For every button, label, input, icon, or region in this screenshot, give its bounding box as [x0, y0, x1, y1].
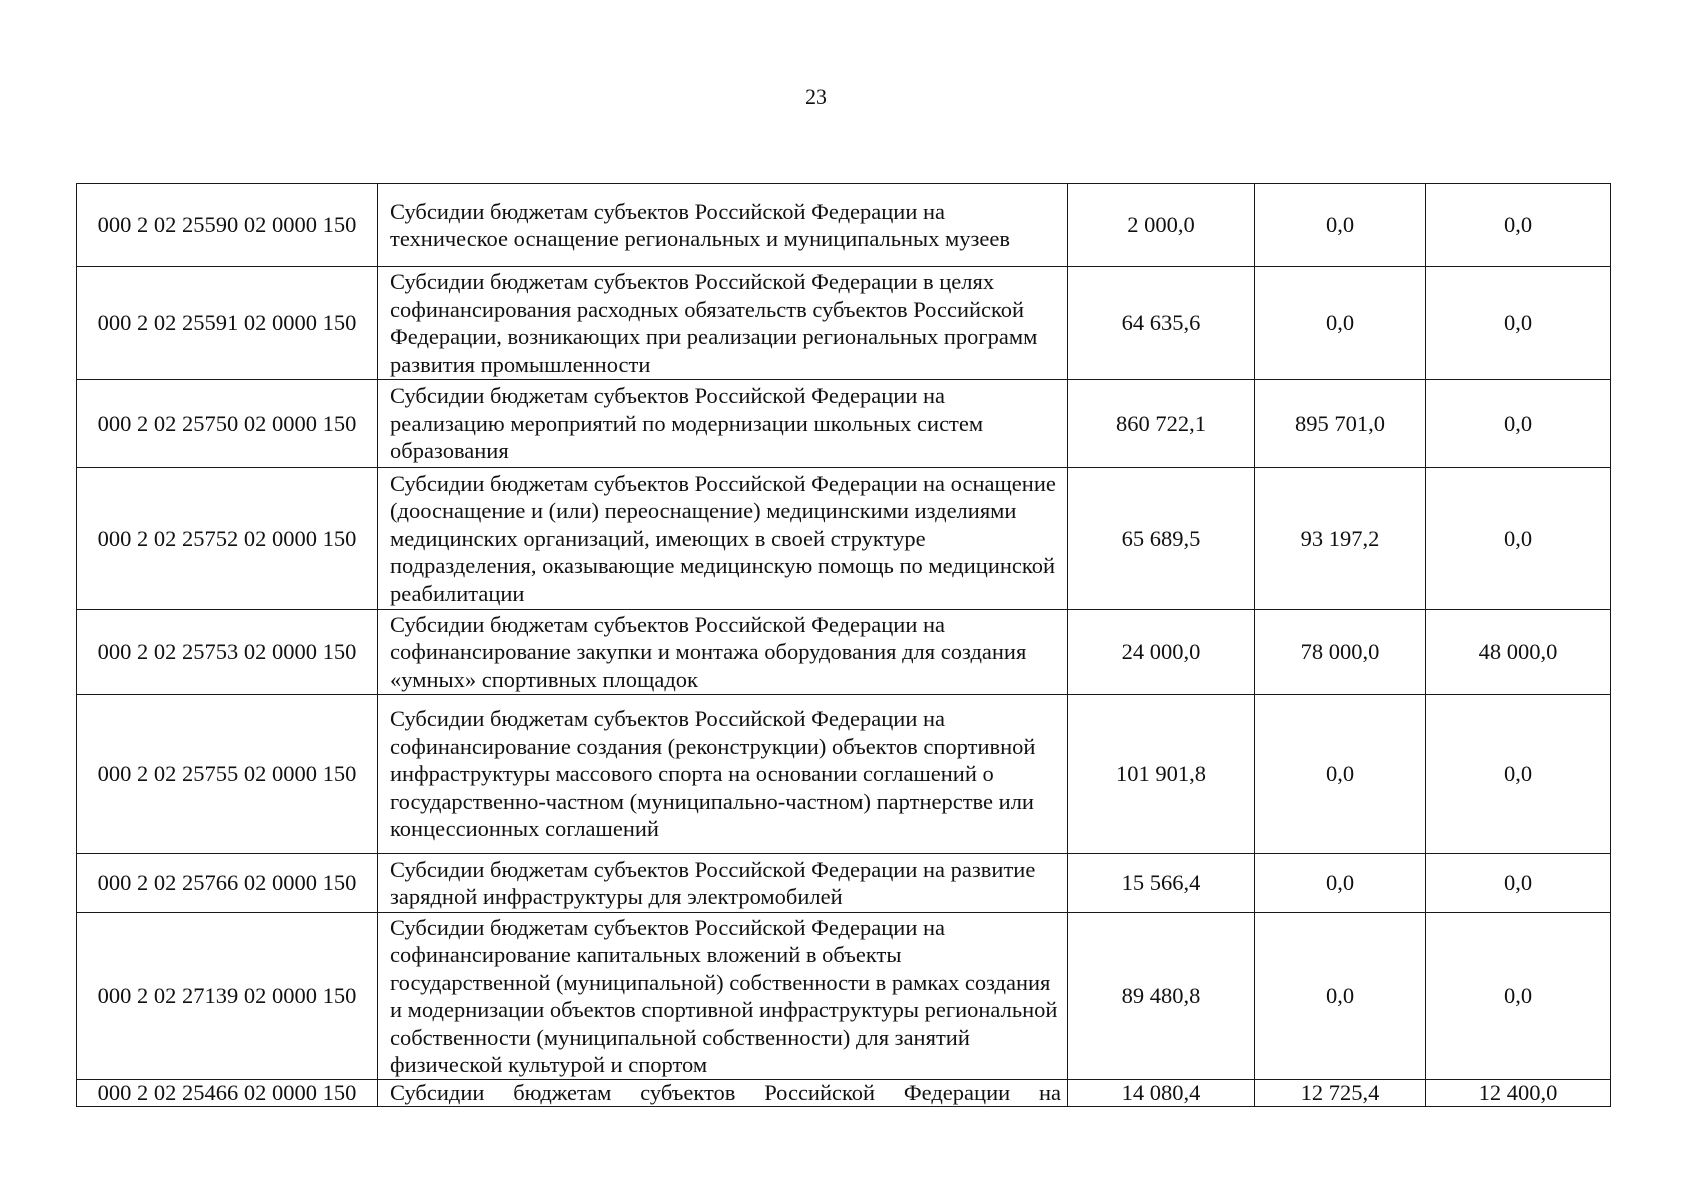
budget-code: 000 2 02 25466 02 0000 150 [77, 1080, 378, 1107]
amount-col-1: 2 000,0 [1068, 184, 1255, 267]
budget-description: Субсидии бюджетам субъектов Российской Федерации на софинансирование закупки и монтажа оборудования для создания «умных» спортивных площадок [378, 610, 1068, 695]
budget-code: 000 2 02 27139 02 0000 150 [77, 913, 378, 1080]
amount-col-2: 0,0 [1255, 184, 1426, 267]
amount-col-3: 0,0 [1426, 913, 1611, 1080]
budget-code: 000 2 02 25591 02 0000 150 [77, 267, 378, 380]
amount-col-3: 48 000,0 [1426, 610, 1611, 695]
budget-description: Субсидии бюджетам субъектов Российской Федерации на софинансирование создания (реконструкции) объектов спортивной инфраструктуры массового спорта на основании соглашений о государственно-частном (муниципально-частном) партнерстве или концессионных соглашений [378, 695, 1068, 854]
budget-description: Субсидии бюджетам субъектов Российской Федерации на техническое оснащение региональных и муниципальных музеев [378, 184, 1068, 267]
budget-description: Субсидии бюджетам субъектов Российской Федерации на [378, 1080, 1068, 1107]
budget-description: Субсидии бюджетам субъектов Российской Федерации в целях софинансирования расходных обязательств субъектов Российской Федерации, возникающих при реализации региональных программ развития промышленности [378, 267, 1068, 380]
amount-col-3: 0,0 [1426, 854, 1611, 913]
budget-table [76, 183, 1611, 1107]
budget-code: 000 2 02 25752 02 0000 150 [77, 468, 378, 610]
amount-col-1: 101 901,8 [1068, 695, 1255, 854]
amount-col-3: 0,0 [1426, 380, 1611, 468]
amount-col-1: 15 566,4 [1068, 854, 1255, 913]
amount-col-2: 0,0 [1255, 267, 1426, 380]
amount-col-3: 12 400,0 [1426, 1080, 1611, 1107]
amount-col-2: 78 000,0 [1255, 610, 1426, 695]
table-row [77, 913, 1611, 1080]
budget-description: Субсидии бюджетам субъектов Российской Федерации на оснащение (дооснащение и (или) переоснащение) медицинскими изделиями медицинских организаций, имеющих в своей структуре подразделения, оказывающие медицинскую помощь по медицинской реабилитации [378, 468, 1068, 610]
amount-col-3: 0,0 [1426, 468, 1611, 610]
amount-col-2: 0,0 [1255, 854, 1426, 913]
budget-code: 000 2 02 25755 02 0000 150 [77, 695, 378, 854]
table-row [77, 468, 1611, 610]
amount-col-2: 93 197,2 [1255, 468, 1426, 610]
table-row [77, 610, 1611, 695]
amount-col-2: 895 701,0 [1255, 380, 1426, 468]
amount-col-1: 860 722,1 [1068, 380, 1255, 468]
amount-col-2: 0,0 [1255, 913, 1426, 1080]
amount-col-1: 64 635,6 [1068, 267, 1255, 380]
budget-code: 000 2 02 25590 02 0000 150 [77, 184, 378, 267]
table-row [77, 695, 1611, 854]
amount-col-1: 14 080,4 [1068, 1080, 1255, 1107]
budget-code: 000 2 02 25753 02 0000 150 [77, 610, 378, 695]
page-number: 23 [805, 84, 827, 109]
amount-col-2: 0,0 [1255, 695, 1426, 854]
table-row [77, 267, 1611, 380]
table-row [77, 1080, 1611, 1107]
amount-col-3: 0,0 [1426, 695, 1611, 854]
amount-col-3: 0,0 [1426, 267, 1611, 380]
amount-col-1: 89 480,8 [1068, 913, 1255, 1080]
budget-code: 000 2 02 25750 02 0000 150 [77, 380, 378, 468]
budget-description: Субсидии бюджетам субъектов Российской Федерации на софинансирование капитальных вложений в объекты государственной (муниципальной) собственности в рамках создания и модернизации объектов спортивной инфраструктуры региональной собственности (муниципальной собственности) для занятий физической культурой и спортом [378, 913, 1068, 1080]
amount-col-2: 12 725,4 [1255, 1080, 1426, 1107]
table-row [77, 184, 1611, 267]
budget-description: Субсидии бюджетам субъектов Российской Федерации на развитие зарядной инфраструктуры для электромобилей [378, 854, 1068, 913]
amount-col-3: 0,0 [1426, 184, 1611, 267]
amount-col-1: 65 689,5 [1068, 468, 1255, 610]
table-row [77, 854, 1611, 913]
table-row [77, 380, 1611, 468]
budget-code: 000 2 02 25766 02 0000 150 [77, 854, 378, 913]
amount-col-1: 24 000,0 [1068, 610, 1255, 695]
budget-description: Субсидии бюджетам субъектов Российской Федерации на реализацию мероприятий по модернизации школьных систем образования [378, 380, 1068, 468]
